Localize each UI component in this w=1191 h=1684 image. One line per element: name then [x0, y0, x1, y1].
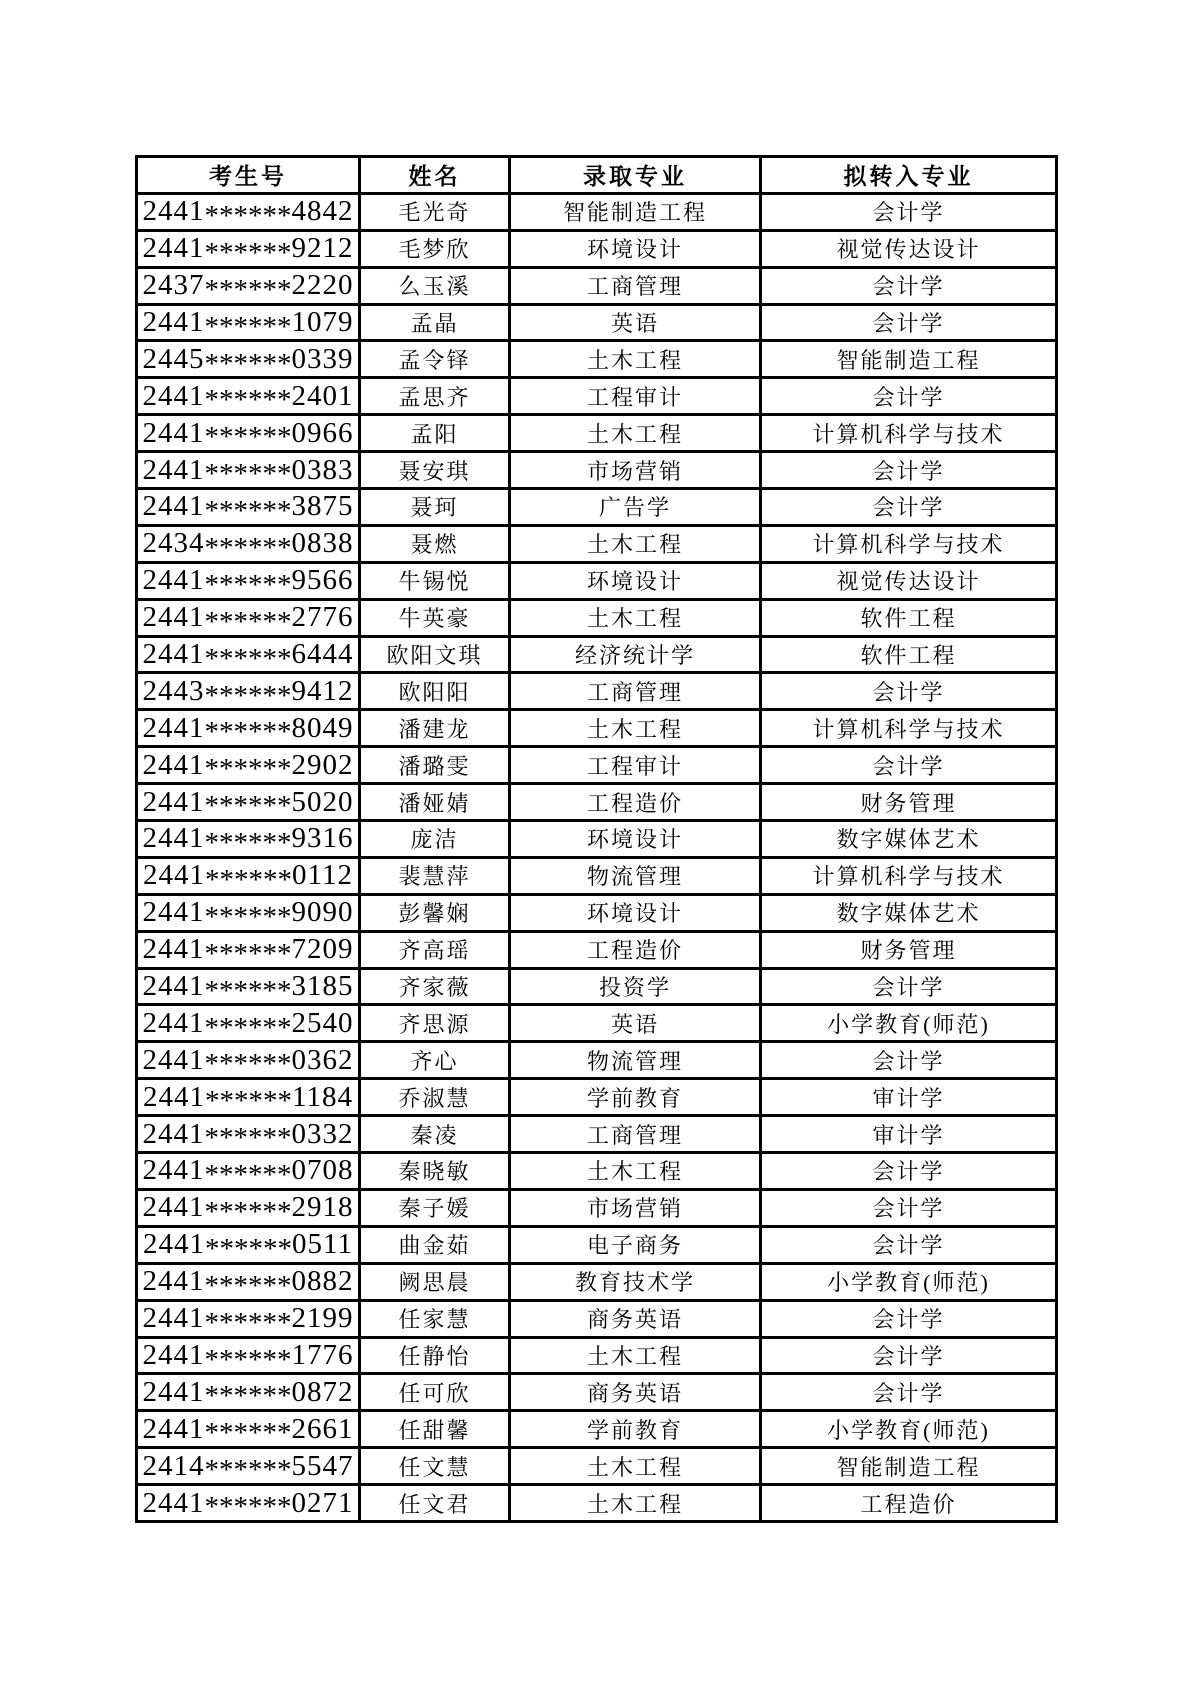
cell-admitted-major: 土木工程 — [510, 1153, 761, 1190]
cell-admitted-major: 环境设计 — [510, 821, 761, 858]
table-row — [137, 599, 1057, 636]
cell-candidate-id: 2441******2199 — [137, 1300, 360, 1337]
cell-target-major: 计算机科学与技术 — [761, 525, 1057, 562]
cell-name: 秦晓敏 — [360, 1153, 510, 1190]
table-row — [137, 1116, 1057, 1153]
header-name: 姓名 — [360, 157, 510, 194]
masked-digits: ****** — [204, 679, 292, 710]
masked-digits: ****** — [204, 900, 292, 932]
table-row — [137, 1005, 1057, 1042]
header-candidate-id: 考生号 — [137, 157, 360, 194]
cell-admitted-major: 英语 — [510, 1005, 761, 1042]
cell-candidate-id: 2441******2776 — [137, 599, 360, 636]
cell-candidate-id: 2441******9090 — [137, 894, 360, 931]
masked-digits: ****** — [204, 495, 292, 526]
cell-candidate-id: 2441******0271 — [137, 1485, 360, 1522]
cell-name: 孟晶 — [360, 304, 510, 341]
table-row — [137, 304, 1057, 341]
cell-admitted-major: 环境设计 — [510, 894, 761, 931]
cell-target-major: 会计学 — [761, 378, 1057, 415]
cell-name: 毛梦欣 — [360, 230, 510, 267]
table-row — [137, 821, 1057, 858]
table-row — [137, 1153, 1057, 1190]
cell-candidate-id: 2441******0362 — [137, 1042, 360, 1079]
table-row — [137, 968, 1057, 1005]
cell-target-major: 软件工程 — [761, 636, 1057, 673]
masked-digits: ****** — [204, 236, 292, 268]
masked-digits: ****** — [204, 568, 292, 600]
masked-digits: ****** — [205, 863, 293, 895]
cell-candidate-id: 2437******2220 — [137, 267, 360, 304]
header-target-major: 拟转入专业 — [761, 157, 1057, 194]
cell-target-major: 会计学 — [761, 968, 1057, 1005]
table-row — [137, 489, 1057, 526]
table-row — [137, 784, 1057, 821]
cell-name: 齐心 — [360, 1042, 510, 1079]
table-row — [137, 193, 1057, 230]
cell-candidate-id: 2441******4842 — [137, 193, 360, 230]
cell-admitted-major: 广告学 — [510, 489, 761, 526]
cell-target-major: 会计学 — [761, 673, 1057, 710]
cell-target-major: 数字媒体艺术 — [761, 821, 1057, 858]
cell-admitted-major: 教育技术学 — [510, 1263, 761, 1300]
cell-name: 孟思齐 — [360, 378, 510, 415]
cell-admitted-major: 土木工程 — [510, 1448, 761, 1485]
cell-target-major: 会计学 — [761, 1226, 1057, 1263]
cell-target-major: 会计学 — [761, 1189, 1057, 1226]
cell-name: 齐家薇 — [360, 968, 510, 1005]
cell-target-major: 工程造价 — [761, 1485, 1057, 1522]
masked-digits: ****** — [204, 1454, 292, 1485]
table-row — [137, 1411, 1057, 1448]
header-row — [137, 157, 1057, 194]
cell-name: 秦凌 — [360, 1116, 510, 1153]
cell-target-major: 会计学 — [761, 267, 1057, 304]
masked-digits: ****** — [204, 642, 292, 673]
table-row — [137, 636, 1057, 673]
cell-candidate-id: 2441******9212 — [137, 230, 360, 267]
cell-admitted-major: 经济统计学 — [510, 636, 761, 673]
cell-candidate-id: 2441******2540 — [137, 1005, 360, 1042]
cell-name: 秦子媛 — [360, 1189, 510, 1226]
cell-candidate-id: 2441******1079 — [137, 304, 360, 341]
cell-name: 任家慧 — [360, 1300, 510, 1337]
masked-digits: ****** — [204, 531, 292, 563]
table-row — [137, 378, 1057, 415]
masked-digits: ****** — [204, 1196, 292, 1227]
cell-name: 牛英豪 — [360, 599, 510, 636]
table-row — [137, 710, 1057, 747]
cell-candidate-id: 2441******3185 — [137, 968, 360, 1005]
cell-admitted-major: 工商管理 — [510, 673, 761, 710]
cell-name: 任可欣 — [360, 1374, 510, 1411]
cell-candidate-id: 2441******6444 — [137, 636, 360, 673]
cell-admitted-major: 物流管理 — [510, 1042, 761, 1079]
cell-name: 曲金茹 — [360, 1226, 510, 1263]
cell-admitted-major: 市场营销 — [510, 1189, 761, 1226]
cell-admitted-major: 电子商务 — [510, 1226, 761, 1263]
table-row — [137, 1226, 1057, 1263]
table-row — [137, 341, 1057, 378]
cell-target-major: 会计学 — [761, 304, 1057, 341]
masked-digits: ****** — [204, 605, 292, 637]
cell-target-major: 视觉传达设计 — [761, 562, 1057, 599]
cell-admitted-major: 投资学 — [510, 968, 761, 1005]
cell-target-major: 会计学 — [761, 1042, 1057, 1079]
cell-name: 牛锡悦 — [360, 562, 510, 599]
table-row — [137, 931, 1057, 968]
table-row — [137, 230, 1057, 267]
cell-admitted-major: 土木工程 — [510, 1337, 761, 1374]
cell-target-major: 数字媒体艺术 — [761, 894, 1057, 931]
header-admitted-major: 录取专业 — [510, 157, 761, 194]
masked-digits: ****** — [204, 199, 292, 231]
table-row — [137, 857, 1057, 894]
cell-admitted-major: 工商管理 — [510, 1116, 761, 1153]
cell-candidate-id: 2443******9412 — [137, 673, 360, 710]
masked-digits: ****** — [205, 1085, 293, 1116]
cell-target-major: 小学教育(师范) — [761, 1411, 1057, 1448]
cell-target-major: 财务管理 — [761, 784, 1057, 821]
cell-name: 任文君 — [360, 1485, 510, 1522]
cell-candidate-id: 2441******0966 — [137, 415, 360, 452]
cell-target-major: 会计学 — [761, 489, 1057, 526]
cell-candidate-id: 2441******2902 — [137, 747, 360, 784]
cell-admitted-major: 智能制造工程 — [510, 193, 761, 230]
cell-target-major: 计算机科学与技术 — [761, 415, 1057, 452]
cell-name: 聂安琪 — [360, 452, 510, 489]
cell-target-major: 小学教育(师范) — [761, 1263, 1057, 1300]
masked-digits: ****** — [204, 753, 292, 784]
cell-name: 欧阳文琪 — [360, 636, 510, 673]
table-row — [137, 562, 1057, 599]
masked-digits: ****** — [204, 1306, 292, 1337]
cell-target-major: 会计学 — [761, 1337, 1057, 1374]
masked-digits: ****** — [204, 347, 292, 378]
cell-name: 齐思源 — [360, 1005, 510, 1042]
cell-candidate-id: 2441******3875 — [137, 489, 360, 526]
cell-admitted-major: 土木工程 — [510, 710, 761, 747]
table-row — [137, 1337, 1057, 1374]
admission-transfer-table — [135, 155, 1058, 1523]
cell-name: 裴慧萍 — [360, 857, 510, 894]
cell-admitted-major: 环境设计 — [510, 562, 761, 599]
cell-name: 欧阳阳 — [360, 673, 510, 710]
cell-target-major: 审计学 — [761, 1116, 1057, 1153]
cell-candidate-id: 2441******0112 — [137, 857, 360, 894]
masked-digits: ****** — [204, 1159, 292, 1190]
table-body — [137, 193, 1057, 1521]
cell-name: 潘璐雯 — [360, 747, 510, 784]
masked-digits: ****** — [204, 1491, 292, 1522]
masked-digits: ****** — [204, 1417, 292, 1448]
cell-target-major: 视觉传达设计 — [761, 230, 1057, 267]
cell-target-major: 会计学 — [761, 1153, 1057, 1190]
table-header — [137, 157, 1057, 194]
cell-admitted-major: 土木工程 — [510, 1485, 761, 1522]
cell-admitted-major: 工程审计 — [510, 747, 761, 784]
table-row — [137, 1374, 1057, 1411]
cell-admitted-major: 环境设计 — [510, 230, 761, 267]
cell-admitted-major: 土木工程 — [510, 599, 761, 636]
cell-name: 潘娅婧 — [360, 784, 510, 821]
cell-name: 么玉溪 — [360, 267, 510, 304]
masked-digits: ****** — [204, 1343, 292, 1374]
cell-candidate-id: 2441******2401 — [137, 378, 360, 415]
cell-target-major: 智能制造工程 — [761, 341, 1057, 378]
cell-admitted-major: 土木工程 — [510, 415, 761, 452]
cell-target-major: 审计学 — [761, 1079, 1057, 1116]
masked-digits: ****** — [204, 1380, 292, 1411]
cell-name: 庞洁 — [360, 821, 510, 858]
cell-name: 任甜馨 — [360, 1411, 510, 1448]
cell-candidate-id: 2441******8049 — [137, 710, 360, 747]
masked-digits: ****** — [204, 458, 292, 489]
cell-target-major: 计算机科学与技术 — [761, 857, 1057, 894]
cell-admitted-major: 学前教育 — [510, 1411, 761, 1448]
cell-candidate-id: 2441******0383 — [137, 452, 360, 489]
table-row — [137, 1079, 1057, 1116]
cell-admitted-major: 土木工程 — [510, 341, 761, 378]
cell-candidate-id: 2441******7209 — [137, 931, 360, 968]
masked-digits: ****** — [204, 421, 292, 452]
masked-digits: ****** — [204, 1011, 292, 1042]
cell-candidate-id: 2441******0872 — [137, 1374, 360, 1411]
table-row — [137, 747, 1057, 784]
cell-candidate-id: 2441******0332 — [137, 1116, 360, 1153]
cell-admitted-major: 土木工程 — [510, 525, 761, 562]
cell-name: 毛光奇 — [360, 193, 510, 230]
table-row — [137, 1485, 1057, 1522]
table-row — [137, 894, 1057, 931]
cell-candidate-id: 2441******1776 — [137, 1337, 360, 1374]
table-row — [137, 415, 1057, 452]
cell-candidate-id: 2434******0838 — [137, 525, 360, 562]
cell-name: 乔淑慧 — [360, 1079, 510, 1116]
cell-admitted-major: 学前教育 — [510, 1079, 761, 1116]
cell-admitted-major: 工程造价 — [510, 931, 761, 968]
cell-name: 聂珂 — [360, 489, 510, 526]
masked-digits: ****** — [204, 1048, 292, 1079]
cell-admitted-major: 工程造价 — [510, 784, 761, 821]
table-row — [137, 525, 1057, 562]
table-row — [137, 1300, 1057, 1337]
cell-target-major: 小学教育(师范) — [761, 1005, 1057, 1042]
cell-target-major: 会计学 — [761, 747, 1057, 784]
masked-digits: ****** — [204, 937, 292, 969]
cell-target-major: 软件工程 — [761, 599, 1057, 636]
masked-digits: ****** — [204, 790, 292, 821]
cell-candidate-id: 2441******0708 — [137, 1153, 360, 1190]
cell-candidate-id: 2445******0339 — [137, 341, 360, 378]
cell-admitted-major: 工程审计 — [510, 378, 761, 415]
masked-digits: ****** — [204, 716, 292, 747]
table-row — [137, 673, 1057, 710]
masked-digits: ****** — [204, 384, 292, 415]
masked-digits: ****** — [204, 827, 292, 858]
cell-target-major: 智能制造工程 — [761, 1448, 1057, 1485]
cell-admitted-major: 物流管理 — [510, 857, 761, 894]
cell-candidate-id: 2441******0882 — [137, 1263, 360, 1300]
cell-target-major: 会计学 — [761, 452, 1057, 489]
cell-target-major: 计算机科学与技术 — [761, 710, 1057, 747]
cell-name: 任文慧 — [360, 1448, 510, 1485]
cell-target-major: 会计学 — [761, 193, 1057, 230]
cell-candidate-id: 2441******2661 — [137, 1411, 360, 1448]
masked-digits: ****** — [204, 974, 292, 1005]
cell-admitted-major: 市场营销 — [510, 452, 761, 489]
cell-candidate-id: 2441******9566 — [137, 562, 360, 599]
cell-name: 任静怡 — [360, 1337, 510, 1374]
cell-target-major: 财务管理 — [761, 931, 1057, 968]
table-row — [137, 267, 1057, 304]
cell-name: 齐高瑶 — [360, 931, 510, 968]
cell-admitted-major: 商务英语 — [510, 1374, 761, 1411]
table-row — [137, 1042, 1057, 1079]
cell-candidate-id: 2414******5547 — [137, 1448, 360, 1485]
cell-candidate-id: 2441******5020 — [137, 784, 360, 821]
table-row — [137, 452, 1057, 489]
cell-name: 孟阳 — [360, 415, 510, 452]
cell-target-major: 会计学 — [761, 1300, 1057, 1337]
cell-candidate-id: 2441******2918 — [137, 1189, 360, 1226]
masked-digits: ****** — [204, 1269, 292, 1301]
table-row — [137, 1448, 1057, 1485]
table-row — [137, 1263, 1057, 1300]
cell-name: 聂燃 — [360, 525, 510, 562]
masked-digits: ****** — [205, 1232, 293, 1264]
cell-candidate-id: 2441******9316 — [137, 821, 360, 858]
table-row — [137, 1189, 1057, 1226]
cell-name: 阙思晨 — [360, 1263, 510, 1300]
cell-candidate-id: 2441******0511 — [137, 1226, 360, 1263]
cell-admitted-major: 工商管理 — [510, 267, 761, 304]
masked-digits: ****** — [204, 310, 292, 341]
cell-name: 彭馨娴 — [360, 894, 510, 931]
cell-name: 孟令铎 — [360, 341, 510, 378]
masked-digits: ****** — [204, 273, 292, 305]
cell-target-major: 会计学 — [761, 1374, 1057, 1411]
cell-candidate-id: 2441******1184 — [137, 1079, 360, 1116]
cell-name: 潘建龙 — [360, 710, 510, 747]
masked-digits: ****** — [204, 1122, 292, 1153]
cell-admitted-major: 商务英语 — [510, 1300, 761, 1337]
cell-admitted-major: 英语 — [510, 304, 761, 341]
